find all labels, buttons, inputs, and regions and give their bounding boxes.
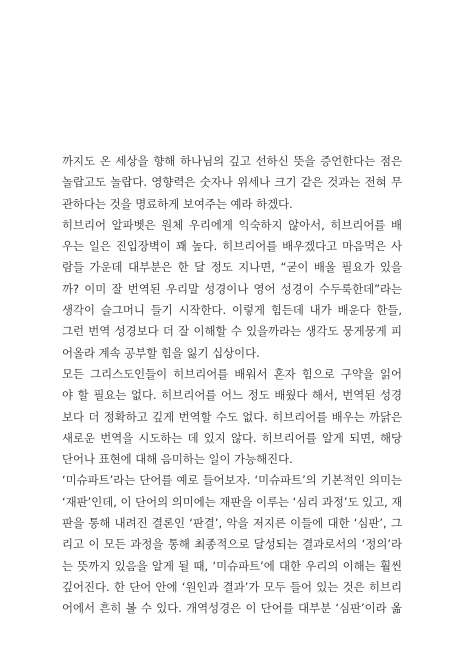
text-line: 까지도 온 세상을 향해 하나님의 깊고 선하신 뜻을 증언한다는 점은 bbox=[62, 154, 402, 168]
paragraph bbox=[62, 215, 402, 364]
body-text bbox=[62, 151, 402, 620]
text-line: 생각이 슬그머니 들기 시작한다. 이렇게 힘든데 내가 배운다 한들, bbox=[62, 303, 402, 318]
text-line: 람들 가운데 대부분은 한 달 정도 지나면, “굳이 배울 필요가 있을 bbox=[62, 260, 402, 275]
text-line: 어에서 흔히 볼 수 있다. 개역성경은 이 단어를 대부분 ‘심판’이라 옮 bbox=[62, 601, 402, 616]
text-line: 놀랍고도 놀랍다. 영향력은 숫자나 위세나 크기 같은 것과는 전혀 무 bbox=[62, 175, 402, 190]
text-line: 그런 번역 성경보다 더 잘 이해할 수 있을까라는 생각도 뭉게뭉게 피 bbox=[62, 324, 402, 339]
text-line: 보다 더 정확하고 깊게 번역할 수도 없다. 히브리어를 배우는 까닭은 bbox=[62, 409, 402, 424]
paragraph bbox=[62, 470, 402, 619]
paragraph bbox=[62, 151, 402, 215]
text-line: 히브리어 알파벳은 원체 우리에게 익숙하지 않아서, 히브리어를 배 bbox=[62, 217, 402, 232]
text-line: 깊어진다. 한 단어 안에 ‘원인과 결과’가 모두 들어 있는 것은 히브리 bbox=[62, 579, 402, 594]
text-line: 모든 그리스도인들이 히브리어를 배워서 혼자 힘으로 구약을 읽어 bbox=[62, 366, 402, 381]
text-line: 는 뜻까지 있음을 알게 될 때, ‘미슈파트’에 대한 우리의 이해는 훨씬 bbox=[62, 558, 402, 573]
text-line: 우는 일은 진입장벽이 꽤 높다. 히브리어를 배우겠다고 마음먹은 사 bbox=[62, 239, 402, 254]
text-line: 야 할 필요는 없다. 히브리어를 어느 정도 배웠다 해서, 번역된 성경 bbox=[62, 388, 402, 403]
text-line: 까? 이미 잘 번역된 우리말 성경이나 영어 성경이 수두룩한데”라는 bbox=[62, 281, 402, 296]
text-line: ‘미슈파트’라는 단어를 예로 들어보자. ‘미슈파트’의 기본적인 의미는 bbox=[62, 473, 402, 488]
text-line: 어올라 계속 공부할 힘을 잃기 십상이다. bbox=[62, 345, 260, 360]
text-line: 판을 통해 내려진 결론인 ‘판결’, 악을 저지른 이들에 대한 ‘심판’, 그 bbox=[62, 516, 402, 531]
text-line: 관하다는 것을 명료하게 보여주는 예라 하겠다. bbox=[62, 196, 293, 211]
paragraph bbox=[62, 364, 402, 470]
text-line: ‘재판’인데, 이 단어의 의미에는 재판을 이루는 ‘심리 과정’도 있고, 재 bbox=[62, 494, 402, 509]
text-line: 새로운 번역을 시도하는 데 있지 않다. 히브리어를 알게 되면, 해당 bbox=[62, 430, 402, 445]
text-line: 단어나 표현에 대해 음미하는 일이 가능해진다. bbox=[62, 452, 293, 467]
text-line: 리고 이 모든 과정을 통해 최종적으로 달성되는 결과로서의 ‘정의’라 bbox=[62, 537, 402, 552]
